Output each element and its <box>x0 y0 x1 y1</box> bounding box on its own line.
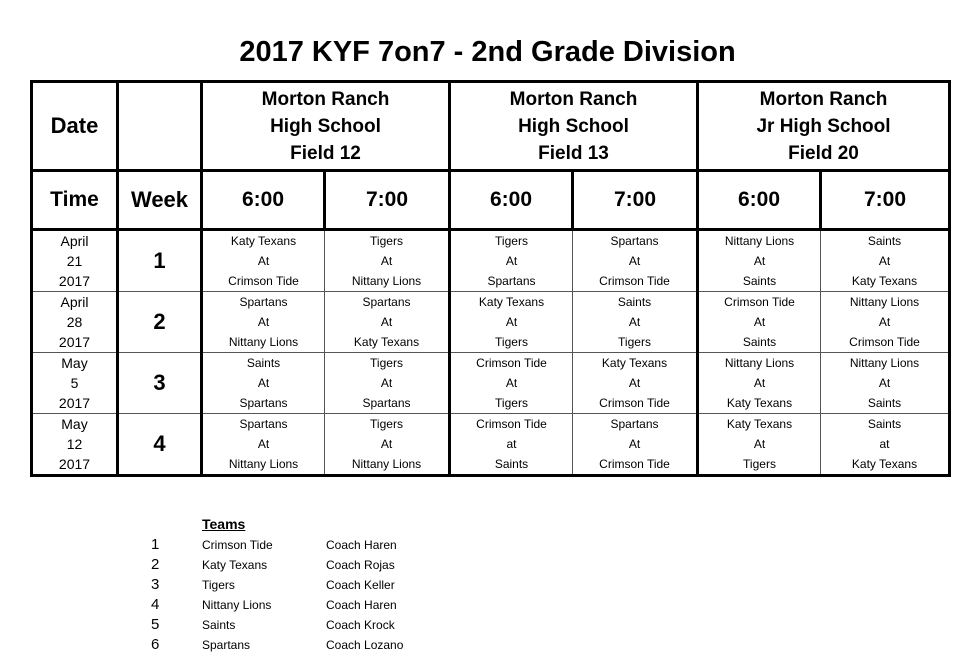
game-cell <box>573 353 698 414</box>
game-at: At <box>380 254 393 268</box>
team-num: 6 <box>151 636 160 653</box>
team-row <box>145 596 445 616</box>
date-line: 2017 <box>58 456 91 472</box>
field-line2: High School <box>518 115 629 137</box>
team-coach: Coach Lozano <box>326 638 404 652</box>
teams-heading: Teams <box>202 516 246 532</box>
game-cell <box>450 292 573 353</box>
team-num: 5 <box>151 616 160 633</box>
game-team: Tigers <box>495 396 528 410</box>
field-header-13 <box>450 82 698 171</box>
header-times-row <box>32 171 950 230</box>
team-row <box>145 616 445 636</box>
game-team: Nittany Lions <box>228 457 299 471</box>
week-row <box>32 353 950 414</box>
date-cell <box>32 414 118 476</box>
game-team: Tigers <box>618 335 651 349</box>
game-team: Saints <box>867 234 902 248</box>
field-line3: Field 12 <box>290 142 361 164</box>
team-num: 2 <box>151 556 160 573</box>
team-name: Spartans <box>202 638 251 652</box>
game-team: Katy Texans <box>601 356 668 370</box>
date-line: 2017 <box>58 273 91 289</box>
game-team: Spartans <box>610 234 659 248</box>
game-cell <box>202 230 325 292</box>
team-name: Nittany Lions <box>202 598 272 612</box>
team-row <box>145 636 445 656</box>
game-team: Crimson Tide <box>724 295 795 309</box>
time-slot: 6:00 <box>202 171 325 230</box>
game-at: at <box>879 437 890 451</box>
date-header: Date <box>32 82 118 171</box>
date-line: 2017 <box>58 334 91 350</box>
game-team: Saints <box>494 457 529 471</box>
week-number: 4 <box>118 414 202 476</box>
game-cell <box>325 414 450 476</box>
game-team: Tigers <box>370 234 403 248</box>
game-cell <box>821 414 950 476</box>
game-team: Nittany Lions <box>228 335 299 349</box>
game-at: At <box>753 437 766 451</box>
game-cell <box>573 292 698 353</box>
team-name: Katy Texans <box>202 558 268 572</box>
team-coach: Coach Haren <box>326 598 397 612</box>
game-at: At <box>380 315 393 329</box>
field-header-20 <box>698 82 950 171</box>
date-line: 5 <box>70 375 79 391</box>
game-team: Katy Texans <box>726 417 793 431</box>
game-team: Spartans <box>487 274 536 288</box>
game-at: At <box>505 376 518 390</box>
time-slot: 6:00 <box>698 171 821 230</box>
game-at: At <box>878 376 891 390</box>
game-cell <box>698 414 821 476</box>
game-at: At <box>628 254 641 268</box>
time-slot: 7:00 <box>821 171 950 230</box>
game-cell <box>698 292 821 353</box>
game-team: Tigers <box>743 457 776 471</box>
game-at: At <box>380 376 393 390</box>
game-at: At <box>753 376 766 390</box>
week-row <box>32 414 950 476</box>
game-team: Crimson Tide <box>599 274 670 288</box>
game-team: Katy Texans <box>353 335 420 349</box>
game-team: Saints <box>742 274 777 288</box>
game-team: Katy Texans <box>851 457 918 471</box>
week-rows <box>32 230 950 476</box>
field-line1: Morton Ranch <box>509 88 638 110</box>
game-cell <box>573 414 698 476</box>
game-team: Spartans <box>362 295 411 309</box>
time-header: Time <box>32 171 118 230</box>
game-team: Spartans <box>610 417 659 431</box>
game-team: Katy Texans <box>478 295 545 309</box>
game-team: Nittany Lions <box>849 356 920 370</box>
date-line: May <box>61 416 88 432</box>
team-num: 4 <box>151 596 160 613</box>
game-at: at <box>506 437 517 451</box>
field-line2: Jr High School <box>756 115 891 137</box>
game-team: Crimson Tide <box>476 356 547 370</box>
team-coach: Coach Krock <box>326 618 395 632</box>
game-team: Nittany Lions <box>724 356 795 370</box>
game-at: At <box>257 254 270 268</box>
week-number: 2 <box>118 292 202 353</box>
page-title: 2017 KYF 7on7 - 2nd Grade Division <box>239 36 736 68</box>
game-team: Tigers <box>370 356 403 370</box>
team-row <box>145 536 445 556</box>
field-header-12 <box>202 82 450 171</box>
team-num: 3 <box>151 576 160 593</box>
game-at: At <box>257 437 270 451</box>
game-at: At <box>505 254 518 268</box>
schedule-table <box>30 80 951 477</box>
field-line3: Field 20 <box>788 142 859 164</box>
week-number: 3 <box>118 353 202 414</box>
game-cell <box>202 414 325 476</box>
game-team: Nittany Lions <box>849 295 920 309</box>
date-cell <box>32 230 118 292</box>
date-line: 12 <box>66 436 83 452</box>
game-team: Crimson Tide <box>849 335 920 349</box>
game-at: At <box>380 437 393 451</box>
field-line3: Field 13 <box>538 142 609 164</box>
game-team: Saints <box>742 335 777 349</box>
date-line: April <box>60 294 89 310</box>
game-team: Katy Texans <box>851 274 918 288</box>
game-team: Saints <box>617 295 652 309</box>
field-line1: Morton Ranch <box>759 88 888 110</box>
team-coach: Coach Haren <box>326 538 397 552</box>
game-cell <box>698 353 821 414</box>
game-at: At <box>628 315 641 329</box>
date-cell <box>32 292 118 353</box>
team-name: Tigers <box>202 578 235 592</box>
game-cell <box>821 353 950 414</box>
date-cell <box>32 353 118 414</box>
game-at: At <box>257 315 270 329</box>
game-at: At <box>753 315 766 329</box>
team-coach: Coach Rojas <box>326 558 395 572</box>
game-cell <box>450 353 573 414</box>
game-cell <box>325 230 450 292</box>
game-team: Crimson Tide <box>599 396 670 410</box>
game-team: Crimson Tide <box>599 457 670 471</box>
team-row <box>145 556 445 576</box>
date-line: April <box>60 233 89 249</box>
field-line1: Morton Ranch <box>261 88 390 110</box>
game-team: Spartans <box>239 396 288 410</box>
blank-header-cell <box>118 82 202 171</box>
game-cell <box>450 414 573 476</box>
game-cell <box>325 353 450 414</box>
game-at: At <box>257 376 270 390</box>
game-at: At <box>628 376 641 390</box>
date-line: May <box>61 355 88 371</box>
game-at: At <box>878 315 891 329</box>
game-team: Spartans <box>239 417 288 431</box>
game-team: Katy Texans <box>230 234 297 248</box>
game-team: Saints <box>246 356 281 370</box>
week-header: Week <box>118 171 202 230</box>
header-fields-row <box>32 82 950 171</box>
game-team: Spartans <box>239 295 288 309</box>
game-team: Tigers <box>495 234 528 248</box>
week-row <box>32 292 950 353</box>
time-slot: 6:00 <box>450 171 573 230</box>
week-number: 1 <box>118 230 202 292</box>
game-at: At <box>753 254 766 268</box>
team-coach: Coach Keller <box>326 578 395 592</box>
game-cell <box>325 292 450 353</box>
game-team: Tigers <box>370 417 403 431</box>
week-row <box>32 230 950 292</box>
game-cell <box>202 353 325 414</box>
game-team: Nittany Lions <box>351 457 422 471</box>
game-team: Spartans <box>362 396 411 410</box>
time-slot: 7:00 <box>573 171 698 230</box>
date-line: 2017 <box>58 395 91 411</box>
game-team: Saints <box>867 396 902 410</box>
game-cell <box>450 230 573 292</box>
game-cell <box>698 230 821 292</box>
field-line2: High School <box>270 115 381 137</box>
team-num: 1 <box>151 536 160 553</box>
game-cell <box>573 230 698 292</box>
game-team: Nittany Lions <box>351 274 422 288</box>
game-team: Crimson Tide <box>476 417 547 431</box>
game-team: Tigers <box>495 335 528 349</box>
game-team: Katy Texans <box>726 396 793 410</box>
time-slot: 7:00 <box>325 171 450 230</box>
game-at: At <box>505 315 518 329</box>
date-line: 28 <box>66 314 83 330</box>
team-row <box>145 576 445 596</box>
game-team: Saints <box>867 417 902 431</box>
game-cell <box>821 230 950 292</box>
game-team: Nittany Lions <box>724 234 795 248</box>
date-line: 21 <box>66 253 83 269</box>
game-cell <box>202 292 325 353</box>
game-at: At <box>628 437 641 451</box>
game-cell <box>821 292 950 353</box>
team-name: Saints <box>202 618 236 632</box>
game-team: Crimson Tide <box>228 274 299 288</box>
game-at: At <box>878 254 891 268</box>
team-name: Crimson Tide <box>202 538 273 552</box>
